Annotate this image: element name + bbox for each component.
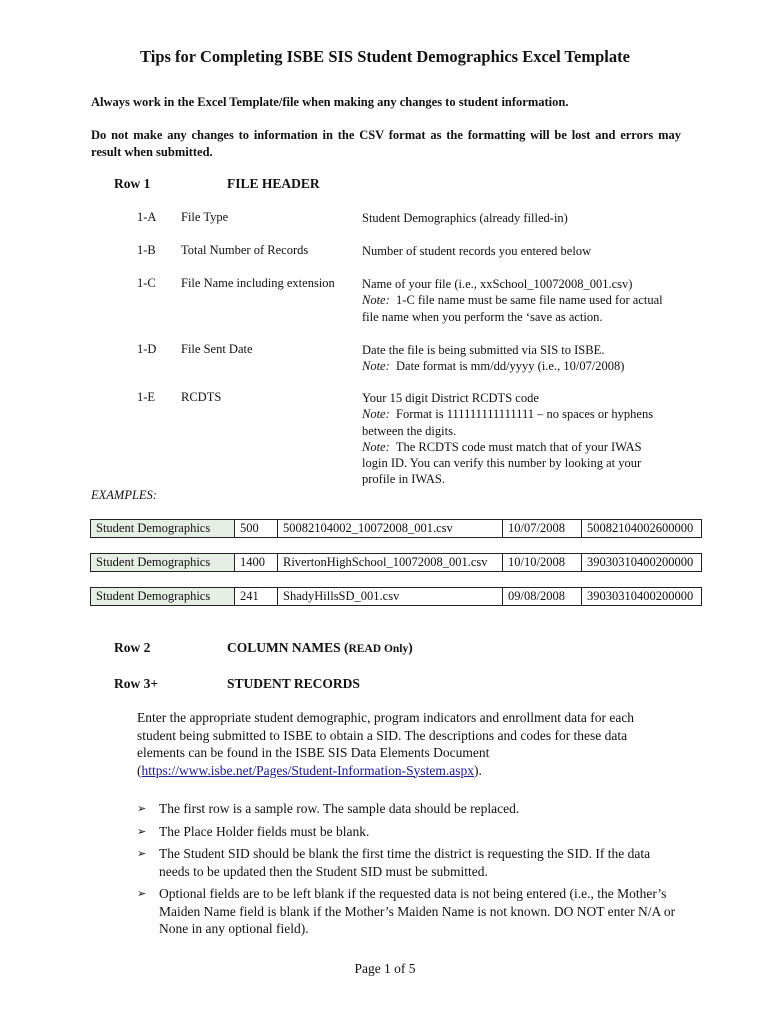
list-item-text: The Place Holder fields must be blank. (159, 823, 370, 839)
row1-heading: FILE HEADER (227, 176, 320, 191)
list-item (137, 800, 677, 818)
row2-label: Row 2 (114, 640, 151, 655)
arrow-bullet-icon: ➢ (137, 824, 147, 838)
list-item-text: The first row is a sample row. The sample data should be replaced. (159, 801, 520, 816)
table-cell: RivertonHighSchool_10072008_001.csv (278, 554, 503, 572)
table-cell: 50082104002600000 (582, 520, 702, 538)
row3-label: Row 3+ (114, 676, 159, 691)
note-label: Note: (362, 407, 390, 422)
note-text: Format is 111111111111111 – no spaces or hyphens between the digits. (362, 407, 654, 438)
arrow-bullet-icon: ➢ (137, 887, 147, 900)
table-cell: 10/10/2008 (503, 554, 582, 572)
table-cell: 50082104002_10072008_001.csv (278, 520, 503, 538)
field-description-text: Number of student records you entered below (362, 244, 592, 258)
note-text: 1-C file name must be same file name used for actual file name when you perform the ‘save as action. (362, 293, 663, 324)
tips-list (137, 800, 677, 943)
list-item (137, 885, 677, 938)
examples-label: EXAMPLES: (91, 488, 157, 502)
table-row (91, 520, 702, 538)
field-name: RCDTS (181, 390, 222, 404)
arrow-bullet-icon: ➢ (137, 847, 147, 860)
field-description-text: Student Demographics (already filled-in) (362, 211, 568, 225)
table-cell: 39030310400200000 (582, 554, 702, 572)
isbe-sis-link[interactable]: https://www.isbe.net/Pages/Student-Information-System.aspx (141, 762, 474, 778)
field-description (362, 276, 672, 325)
list-item (137, 823, 677, 841)
field-id: 1-E (137, 390, 156, 404)
note-csv-warning: Do not make any changes to information in the CSV format as the formatting will be lost and errors may result when submitted. (91, 128, 681, 159)
table-cell: 09/08/2008 (503, 588, 582, 606)
field-id: 1-A (137, 210, 157, 224)
field-id: 1-C (137, 276, 156, 290)
intro-text: Enter the appropriate student demographic, program indicators and enrollment data for each student being submitted to ISBE to obtain a SID. The descriptions and codes for these data elements can be found in the ISBE SIS Data Elements Document ( (137, 710, 635, 778)
field-id: 1-B (137, 243, 156, 257)
row3-heading: STUDENT RECORDS (227, 676, 360, 691)
row1-label: Row 1 (114, 176, 151, 191)
list-item-text: The Student SID should be blank the first time the district is requesting the SID. If the data needs to be updated then the Student SID must be submitted. (159, 846, 651, 879)
table-cell: Student Demographics (91, 554, 235, 572)
note-text: Date format is mm/dd/yyyy (i.e., 10/07/2008) (396, 359, 625, 374)
table-cell: 1400 (235, 554, 278, 572)
field-description-text: Your 15 digit District RCDTS code (362, 391, 539, 405)
field-description (362, 390, 662, 488)
list-item (137, 845, 677, 880)
field-name: File Sent Date (181, 342, 253, 356)
field-note (362, 406, 662, 439)
note-text: The RCDTS code must match that of your IWAS login ID. You can verify this number by looking at your profile in IWAS. (362, 439, 642, 487)
field-id: 1-D (137, 342, 157, 356)
table-row (91, 554, 702, 572)
example-table (90, 587, 702, 606)
field-name: File Type (181, 210, 229, 224)
table-cell: 10/07/2008 (503, 520, 582, 538)
table-cell: ShadyHillsSD_001.csv (278, 588, 503, 606)
field-name: Total Number of Records (181, 243, 309, 257)
field-note (362, 292, 672, 325)
table-cell: Student Demographics (91, 588, 235, 606)
table-cell: 241 (235, 588, 278, 606)
note-label: Note: (362, 439, 390, 454)
example-table (90, 519, 702, 538)
field-description (362, 243, 672, 259)
note-label: Note: (362, 359, 390, 374)
row2-heading (227, 640, 413, 656)
list-item-text: Optional fields are to be left blank if the requested data is not being entered (i.e., the Mother’s Maiden Name field is blank if the Mother’s Maiden Name is not known. DO NOT enter N/A or None in any optional field). (159, 886, 676, 936)
student-records-intro (137, 709, 662, 779)
field-description-text: Date the file is being submitted via SIS to ISBE. (362, 343, 605, 357)
arrow-bullet-icon: ➢ (137, 802, 147, 815)
row2-heading-end: ) (408, 640, 413, 655)
field-description (362, 342, 672, 375)
row2-heading-text: COLUMN NAMES ( (227, 640, 349, 655)
table-cell: 500 (235, 520, 278, 538)
field-note (362, 358, 672, 374)
note-label: Note: (362, 293, 390, 308)
field-description-text: Name of your file (i.e., xxSchool_10072008_001.csv) (362, 277, 633, 291)
note-excel-template: Always work in the Excel Template/file when making any changes to student information. (91, 95, 569, 109)
field-name: File Name including extension (181, 276, 335, 290)
page-title: Tips for Completing ISBE SIS Student Demographics Excel Template (140, 47, 630, 66)
field-note (362, 439, 662, 488)
table-row (91, 588, 702, 606)
intro-end: ). (473, 762, 482, 778)
field-description (362, 210, 672, 226)
row2-heading-small: READ Only (348, 643, 409, 655)
page-number: Page 1 of 5 (354, 961, 416, 976)
example-table (90, 553, 702, 572)
table-cell: Student Demographics (91, 520, 235, 538)
table-cell: 39030310400200000 (582, 588, 702, 606)
